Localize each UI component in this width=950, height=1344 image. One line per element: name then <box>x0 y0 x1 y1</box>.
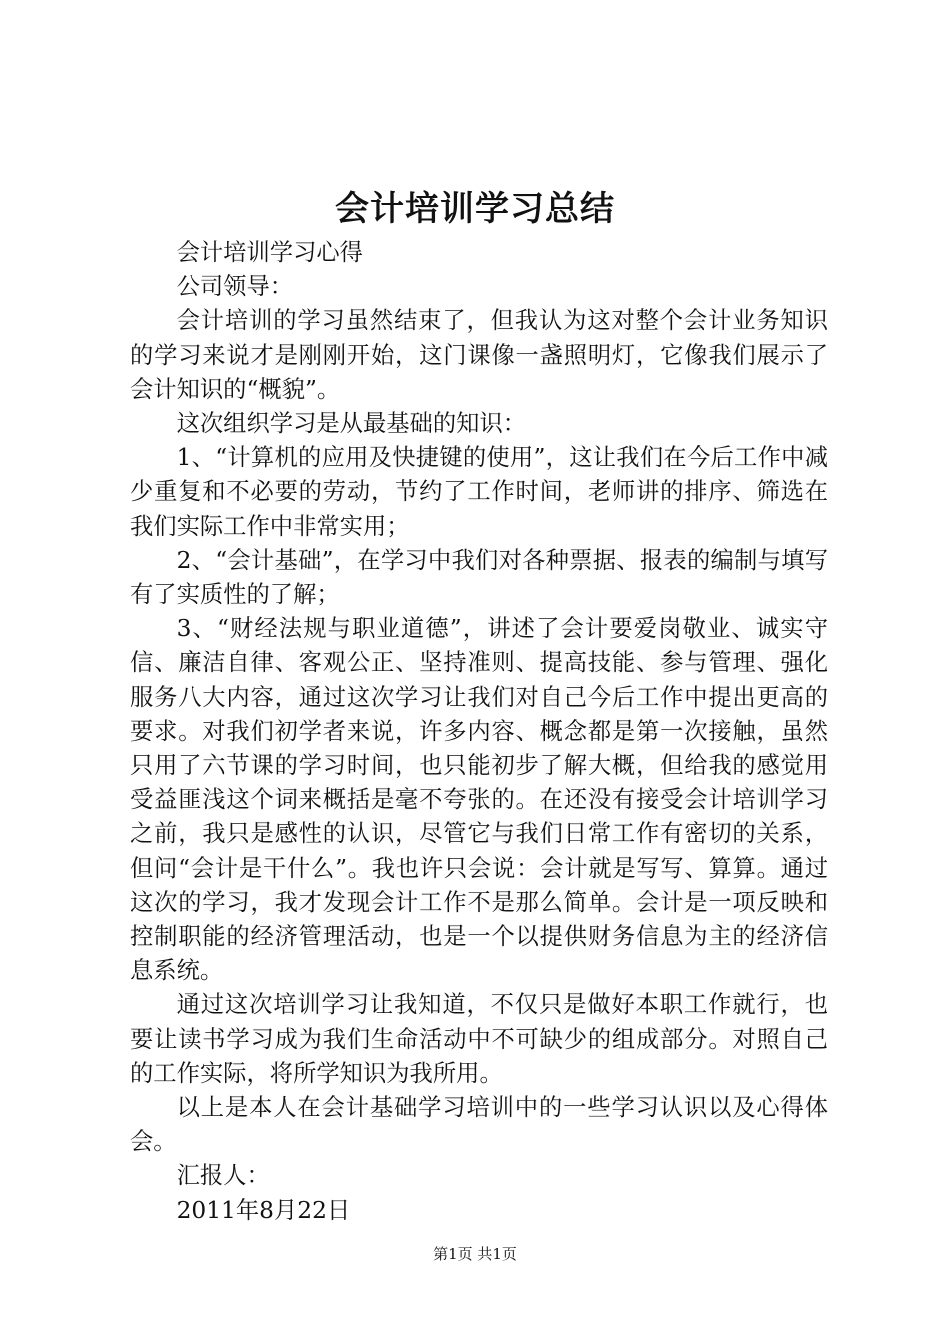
document-body <box>130 236 828 1228</box>
body-paragraph: 会计培训的学习虽然结束了，但我认为这对整个会计业务知识的学习来说才是刚刚开始，这门课像一盏照明灯，它像我们展示了会计知识的“概貌”。 <box>130 307 828 403</box>
list-item-paragraph: 3、“财经法规与职业道德”，讲述了会计要爱岗敬业、诚实守信、廉洁自律、客观公正、坚持准则、提高技能、参与管理、强化服务八大内容，通过这次学习让我们对自己今后工作中提出更高的要求。对我们初学者来说，许多内容、概念都是第一次接触，虽然只用了六节课的学习时间，也只能初步了解大概，但给我的感觉用受益匪浅这个词来概括是毫不夸张的。在还没有接受会计培训学习之前，我只是感性的认识，尽管它与我们日常工作有密切的关系，但问“会计是干什么”。我也许只会说：会计就是写写、算算。通过这次的学习，我才发现会计工作不是那么简单。会计是一项反映和控制职能的经济管理活动，也是一个以提供财务信息为主的经济信息系统。 <box>130 615 828 985</box>
body-paragraph: 以上是本人在会计基础学习培训中的一些学习认识以及心得体会。 <box>130 1094 828 1156</box>
body-paragraph: 这次组织学习是从最基础的知识： <box>176 410 527 438</box>
list-item-paragraph: 2、“会计基础”，在学习中我们对各种票据、报表的编制与填写有了实质性的了解； <box>130 546 828 609</box>
date-paragraph: 2011年8月22日 <box>176 1196 351 1224</box>
reporter-paragraph: 汇报人： <box>176 1162 270 1190</box>
document-title: 会计培训学习总结 <box>335 189 615 229</box>
page-number-footer: 第1页 共1页 <box>433 1245 517 1263</box>
subtitle-paragraph: 会计培训学习心得 <box>176 239 363 266</box>
list-item-paragraph: 1、“计算机的应用及快捷键的使用”，这让我们在今后工作中减少重复和不必要的劳动，节约了工作时间，老师讲的排序、筛选在我们实际工作中非常实用； <box>130 444 828 540</box>
body-paragraph: 通过这次培训学习让我知道，不仅只是做好本职工作就行，也要让读书学习成为我们生命活动中不可缺少的组成部分。对照自己的工作实际，将所学知识为我所用。 <box>130 991 828 1087</box>
salutation-paragraph: 公司领导： <box>176 273 294 301</box>
